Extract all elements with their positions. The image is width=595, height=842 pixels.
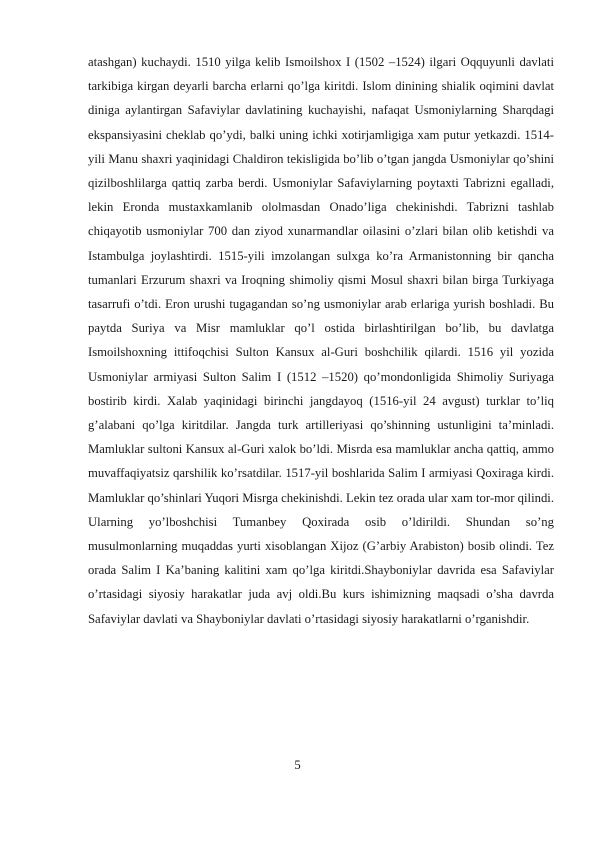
body-paragraph: atashgan) kuchaydi. 1510 yilga kelib Ismoilshox I (1502 –1524) ilgari Oqquyunli davlati tarkibiga kirgan deyarli barcha erlarni qo’lga kiritdi. Islom dinining shialik oqimini davlat diniga aylantirgan Safaviylar davlatining kuchayishi, nafaqat Usmoniylarning Sharqdagi ekspansiyasini cheklab qo’ydi, balki uning ichki xotirjamligiga xam putur yetkazdi. 1514-yili Manu shaxri yaqinidagi Chaldiron tekisligida bo’lib o’tgan jangda Usmoniylar qo’shini qizilboshlilarga qattiq zarba berdi. Usmoniylar Safaviylarning poytaxti Tabrizni egalladi, lekin Eronda mustaxkamlanib ololmasdan Onado’liga chekinishdi. Tabrizni tashlab chiqayotib usmoniylar 700 dan ziyod xunarmandlar oilasini o’zlari bilan olib ketishdi va Istambulga joylashtirdi. 1515-yili imzolangan sulxga ko’ra Armanistonning bir qancha tumanlari Erzurum shaxri va Iroqning shimoliy qismi Mosul shaxri bilan birga Turkiyaga tasarrufi o’tdi. Eron urushi tugagandan so’ng usmoniylar arab erlariga yurish boshladi. Bu paytda Suriya va Misr mamluklar qo’l ostida birlashtirilgan bo’lib, bu davlatga Ismoilshoxning ittifoqchisi Sulton Kansux al-Guri boshchilik qilardi. 1516 yil yozida Usmoniylar armiyasi Sulton Salim I (1512 –1520) qo’mondonligida Shimoliy Suriyaga bostirib kirdi. Xalab yaqinidagi birinchi jangdayoq (1516-yil 24 avgust) turklar to’liq g’alabani qo’lga kiritdilar. Jangda turk artilleriyasi qo’shinning ustunligini ta’minladi. Mamluklar sultoni Kansux al-Guri xalok bo’ldi. Misrda esa mamluklar ancha qattiq, ammo muvaffaqiyatsiz qarshilik ko’rsatdilar. 1517-yil boshlarida Salim I armiyasi Qoxiraga kirdi. Mamluklar qo’shinlari Yuqori Misrga chekinishdi. Lekin tez orada ular xam tor-mor qilindi. Ularning yo’lboshchisi Tumanbey Qoxirada osib o’ldirildi. Shundan so’ng musulmonlarning muqaddas yurti xisoblangan Xijoz (G’arbiy Arabiston) bosib olindi. Tez orada Salim I Ka’baning kalitini xam qo’lga kiritdi.Shayboniylar davrida esa Safaviylar o’rtasidagi siyosiy harakatlar juda avj oldi.Bu kurs ishimizning maqsadi o’sha davrda Safaviylar davlati va Shayboniylar davlati o’rtasidagi siyosiy harakatlarni o’rganishdir.	[88, 55, 554, 626]
page-number: 5	[294, 758, 301, 772]
